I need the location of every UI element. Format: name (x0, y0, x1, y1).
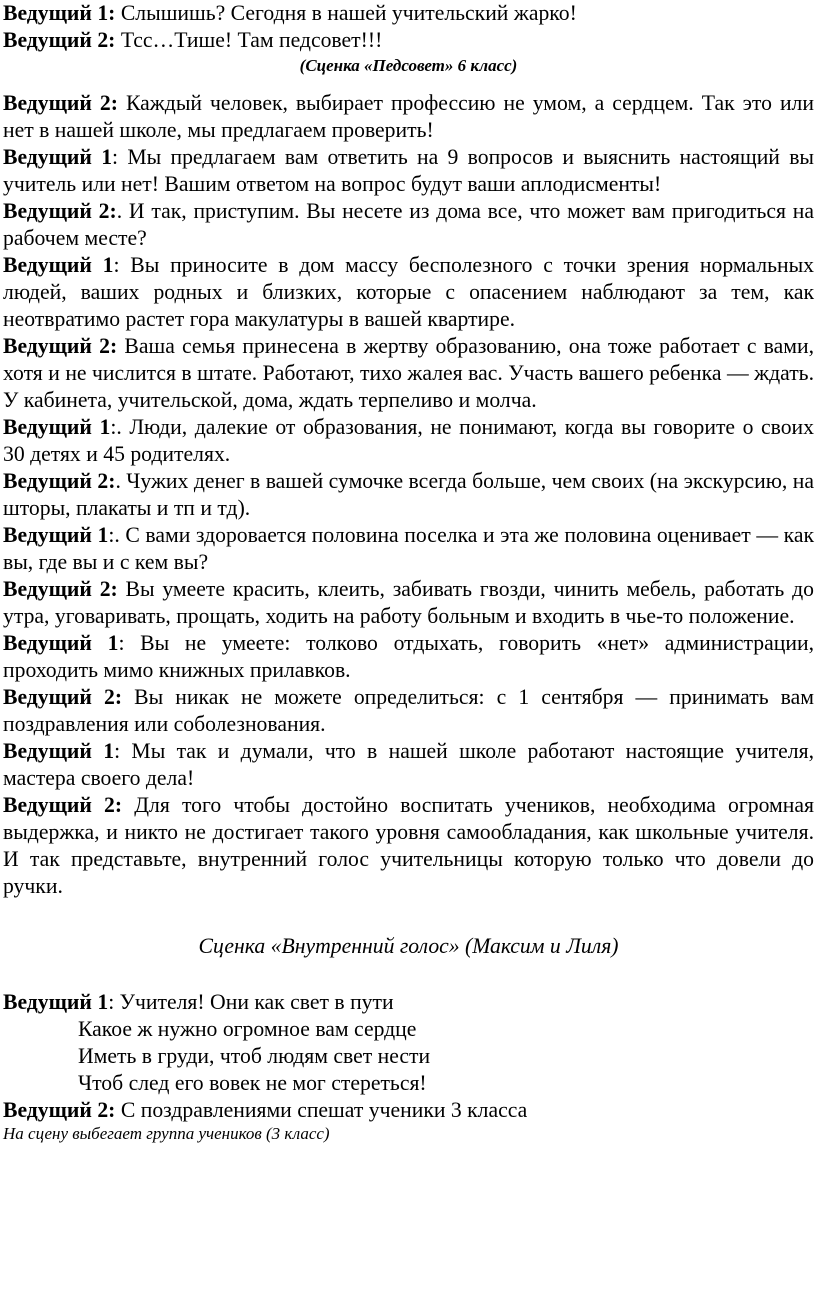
speaker-label: Ведущий 2: (3, 793, 123, 817)
dialogue-line (3, 90, 814, 144)
dialogue-line (3, 630, 814, 684)
speaker-label: Ведущий 2: (3, 469, 116, 493)
dialogue-line (3, 414, 814, 468)
line-text: : Вы не умеете: толково отдыхать, говорить «нет» администрации, проходить мимо книжных прилавков. (3, 631, 814, 682)
speaker-label: Ведущий 1 (3, 631, 119, 655)
poem-line: Иметь в груди, чтоб людям свет нести (78, 1044, 431, 1068)
dialogue-line (3, 27, 814, 54)
line-text: :. Люди, далекие от образования, не понимают, когда вы говорите о своих 30 детях и 45 родителях. (3, 415, 815, 466)
speaker-label: Ведущий 1 (3, 739, 115, 763)
line-text: Тсс…Тише! Там педсовет!!! (115, 28, 383, 52)
line-text: : Вы приносите в дом массу бесполезного с точки зрения нормальных людей, ваших родных и близких, которые с опасением наблюдают за тем, как неотвратимо растет гора макулатуры в вашей квартире. (3, 253, 814, 331)
poem-intro (3, 989, 814, 1016)
dialogue-line (3, 468, 814, 522)
scene-title: (Сценка «Педсовет» 6 класс) (299, 56, 518, 75)
line-text: Вы никак не можете определиться: с 1 сентября — принимать вам поздравления или соболезнования. (3, 685, 814, 736)
line-text: Вы умеете красить, клеить, забивать гвозди, чинить мебель, работать до утра, уговаривать, прощать, ходить на работу больным и входить в чье-то положение. (3, 577, 814, 628)
speaker-label: Ведущий 2: (3, 1098, 116, 1122)
dialogue-line (3, 1097, 814, 1124)
dialogue-line (3, 792, 814, 900)
line-text: С поздравлениями спешат ученики 3 класса (115, 1098, 528, 1122)
scene-title: Сценка «Внутренний голос» (Максим и Лиля) (198, 934, 619, 958)
stage-direction: На сцену выбегает группа учеников (3 класс) (3, 1124, 330, 1143)
speaker-label: Ведущий 2: (3, 685, 123, 709)
line-text: Для того чтобы достойно воспитать учеников, необходима огромная выдержка, и никто не достигает такого уровня самообладания, как школьные учителя. И так представьте, внутренний голос учительницы которую только что довели до ручки. (3, 793, 814, 898)
dialogue-line (3, 333, 814, 414)
speaker-label: Ведущий 2: (3, 28, 116, 52)
speaker-label: Ведущий 2: (3, 334, 118, 358)
speaker-label: Ведущий 1 (3, 253, 114, 277)
speaker-label: Ведущий 1 (3, 145, 113, 169)
speaker-label: Ведущий 1 (3, 415, 111, 439)
speaker-label: Ведущий 1: (3, 1, 116, 25)
dialogue-line (3, 576, 814, 630)
dialogue-line (3, 198, 814, 252)
dialogue-line (3, 252, 814, 333)
speaker-label: Ведущий 1 (3, 990, 109, 1014)
poem-line: Какое ж нужно огромное вам сердце (78, 1017, 417, 1041)
speaker-label: Ведущий 2: (3, 577, 118, 601)
dialogue-line (3, 684, 814, 738)
dialogue-line (3, 144, 814, 198)
line-text: : Учителя! Они как свет в пути (108, 990, 394, 1014)
line-text: : Мы так и думали, что в нашей школе работают настоящие учителя, мастера своего дела! (3, 739, 815, 790)
speaker-label: Ведущий 1 (3, 523, 109, 547)
speaker-label: Ведущий 2: (3, 91, 118, 115)
speaker-label: Ведущий 2: (3, 199, 117, 223)
dialogue-line (3, 0, 814, 27)
dialogue-line (3, 522, 814, 576)
line-text: :. С вами здоровается половина поселка и эта же половина оценивает — как вы, где вы и с кем вы? (3, 523, 814, 574)
line-text: . Чужих денег в вашей сумочке всегда больше, чем своих (на экскурсию, на шторы, плакаты и тп и тд). (3, 469, 814, 520)
dialogue-block (3, 90, 814, 900)
poem-line: Чтоб след его вовек не мог стереться! (78, 1071, 427, 1095)
line-text: Ваша семья принесена в жертву образованию, она тоже работает с вами, хотя и не числится в штате. Работают, тихо жалея вас. Участь вашего ребенка — ждать. У кабинета, учительской, дома, ждать терпеливо и молча. (3, 334, 814, 412)
line-text: . И так, приступим. Вы несете из дома все, что может вам пригодиться на рабочем месте? (3, 199, 814, 250)
line-text: Каждый человек, выбирает профессию не умом, а сердцем. Так это или нет в нашей школе, мы предлагаем проверить! (3, 91, 814, 142)
dialogue-line (3, 738, 814, 792)
line-text: : Мы предлагаем вам ответить на 9 вопросов и выяснить настоящий вы учитель или нет! Вашим ответом на вопрос будут ваши аплодисменты! (3, 145, 815, 196)
line-text: Слышишь? Сегодня в нашей учительский жарко! (115, 1, 577, 25)
